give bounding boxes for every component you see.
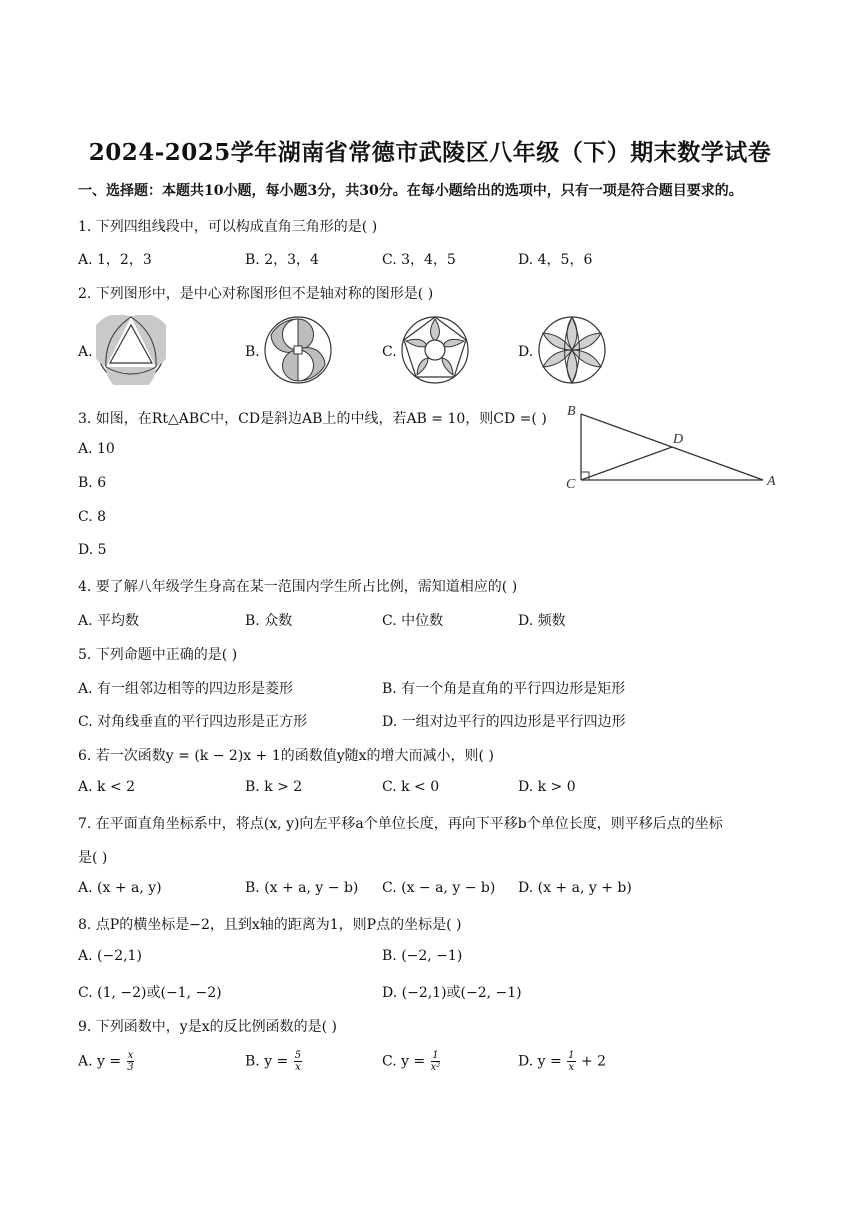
- question-5-stem: 5. 下列命题中正确的是( ): [78, 647, 238, 663]
- q2-option-a: A.: [78, 344, 93, 360]
- q4-option-a: A. 平均数: [78, 613, 140, 629]
- q6-option-b: B. k > 2: [245, 779, 303, 795]
- q9-frac-b-den: x: [295, 1062, 301, 1073]
- q5-option-d: D. 一组对边平行的四边形是平行四边形: [382, 714, 626, 730]
- question-6-stem: 6. 若一次函数y = (k − 2)x + 1的函数值y随x的增大而减小，则( ): [78, 748, 494, 764]
- q5-option-b: B. 有一个角是直角的平行四边形是矩形: [382, 681, 626, 697]
- question-2-stem: 2. 下列图形中，是中心对称图形但不是轴对称的图形是( ): [78, 286, 434, 302]
- q1-option-a: A. 1，2，3: [78, 252, 152, 268]
- q1-option-b: B. 2，3，4: [245, 252, 319, 268]
- q6-option-c: C. k < 0: [382, 779, 440, 795]
- q3-option-c: C. 8: [78, 509, 107, 525]
- q2-option-b: B.: [245, 344, 260, 360]
- q9-option-c-label: C. y =: [382, 1053, 426, 1070]
- q7-option-c: C. (x − a, y − b): [382, 880, 496, 896]
- q9-option-d: [518, 1050, 606, 1073]
- question-1-stem: 1. 下列四组线段中，可以构成直角三角形的是( ): [78, 219, 378, 235]
- figure-a-triangle-circle: [96, 315, 166, 385]
- q9-fraction-a: [127, 1050, 135, 1073]
- q8-option-b: B. (−2, −1): [382, 948, 463, 964]
- question-7-stem: 7. 在平面直角坐标系中，将点(x, y)向左平移a个单位长度，再向下平移b个单位长度，则平移后点的坐标: [78, 816, 723, 832]
- q6-option-a: A. k < 2: [78, 779, 136, 795]
- q7-option-d: D. (x + a, y + b): [518, 880, 632, 896]
- q9-frac-b-num: 5: [294, 1050, 302, 1061]
- q3-option-a: A. 10: [78, 441, 115, 457]
- q9-fraction-c: [431, 1050, 441, 1073]
- q9-option-d-tail: + 2: [576, 1053, 607, 1070]
- question-7-stem-continued: 是( ): [78, 850, 108, 866]
- figure-c-pentagon-flower: [400, 315, 470, 385]
- q9-option-a: [78, 1050, 135, 1073]
- q3-option-d: D. 5: [78, 542, 107, 558]
- q3-option-b: B. 6: [78, 475, 107, 491]
- q9-frac-a-den: 3: [127, 1062, 134, 1073]
- q9-frac-d-den: x: [568, 1062, 575, 1073]
- label-c: C: [566, 477, 576, 492]
- q9-fraction-d: [567, 1050, 575, 1073]
- q6-option-d: D. k > 0: [518, 779, 576, 795]
- q7-option-a: A. (x + a, y): [78, 880, 162, 896]
- q9-option-a-label: A. y =: [78, 1053, 122, 1070]
- q9-option-d-label: D. y =: [518, 1053, 562, 1070]
- q9-frac-d-num: 1: [568, 1050, 575, 1061]
- label-d: D: [673, 432, 684, 447]
- question-4-stem: 4. 要了解八年级学生身高在某一范围内学生所占比例，需知道相应的( ): [78, 579, 518, 595]
- q9-option-b-label: B. y =: [245, 1053, 289, 1070]
- q4-option-c: C. 中位数: [382, 613, 444, 629]
- q9-option-c: [382, 1050, 441, 1073]
- question-3-stem: 3. 如图，在Rt△ABC中，CD是斜边AB上的中线，若AB = 10，则CD =( ): [78, 411, 547, 427]
- q9-frac-a-num: x: [127, 1050, 134, 1061]
- q5-option-c: C. 对角线垂直的平行四边形是正方形: [78, 714, 308, 730]
- q1-option-d: D. 4，5，6: [518, 252, 593, 268]
- q9-fraction-b: [294, 1050, 302, 1073]
- right-triangle-figure: [560, 398, 785, 494]
- q7-option-b: B. (x + a, y − b): [245, 880, 359, 896]
- q8-option-c: C. (1, −2)或(−1, −2): [78, 985, 222, 1001]
- figure-b-comma-circle: [263, 315, 333, 385]
- q4-option-b: B. 众数: [245, 613, 293, 629]
- q5-option-a: A. 有一组邻边相等的四边形是菱形: [78, 681, 294, 697]
- q9-frac-c-num: 1: [432, 1050, 439, 1061]
- label-a: A: [767, 474, 776, 489]
- q9-option-b: [245, 1050, 303, 1073]
- q4-option-d: D. 频数: [518, 613, 566, 629]
- section-heading: 一、选择题：本题共10小题，每小题3分，共30分。在每小题给出的选项中，只有一项是符合题目要求的。: [78, 183, 743, 199]
- q8-option-a: A. (−2,1): [78, 948, 142, 964]
- label-b: B: [567, 404, 576, 419]
- figure-d-six-petals: [537, 315, 607, 385]
- q9-frac-c-den: x²: [430, 1062, 441, 1073]
- q1-option-c: C. 3，4，5: [382, 252, 456, 268]
- question-8-stem: 8. 点P的横坐标是−2，且到x轴的距离为1，则P点的坐标是( ): [78, 917, 462, 933]
- q8-option-d: D. (−2,1)或(−2, −1): [382, 985, 522, 1001]
- q2-option-d: D.: [518, 344, 534, 360]
- question-9-stem: 9. 下列函数中，y是x的反比例函数的是( ): [78, 1019, 337, 1035]
- page-title: 2024-2025学年湖南省常德市武陵区八年级（下）期末数学试卷: [88, 139, 772, 166]
- q2-option-c: C.: [382, 344, 397, 360]
